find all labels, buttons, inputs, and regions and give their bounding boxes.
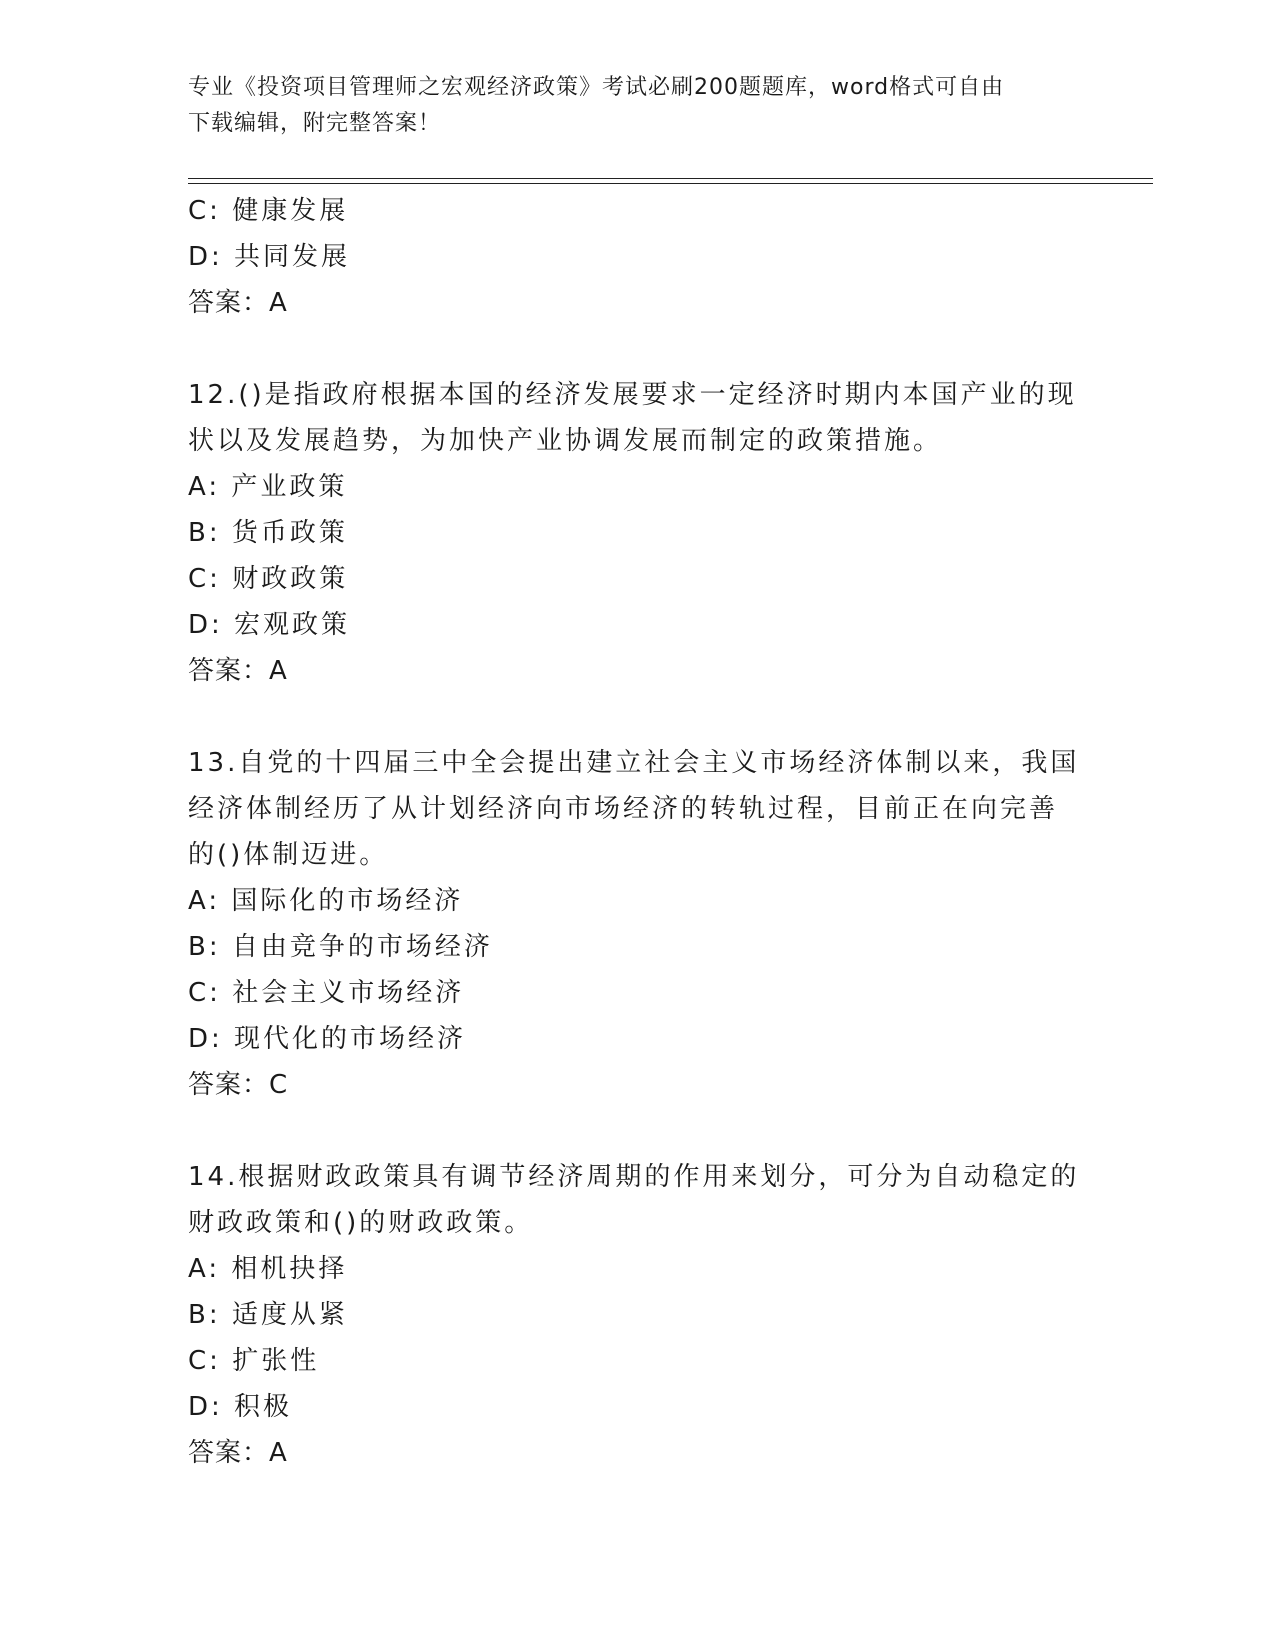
answer-value: A (269, 288, 288, 318)
option-text: 产业政策 (231, 472, 348, 502)
option-b (188, 924, 1088, 970)
answer-line (188, 648, 1088, 694)
answer-line (188, 1062, 1088, 1108)
option-label: C: (188, 978, 221, 1008)
option-text: 国际化的市场经济 (231, 886, 464, 916)
option-label: B: (188, 932, 221, 962)
option-label: C: (188, 1346, 221, 1376)
document-body (188, 188, 1088, 1476)
option-text: 财政政策 (232, 564, 349, 594)
option-label: D: (188, 1024, 223, 1054)
question-line: 14.根据财政政策具有调节经济周期的作用来划分，可分为自动稳定的 (188, 1162, 1080, 1192)
option-d (188, 1016, 1088, 1062)
option-d (188, 234, 1088, 280)
option-d (188, 602, 1088, 648)
question-14 (188, 1154, 1088, 1476)
option-label: A: (188, 1254, 221, 1284)
option-text: 社会主义市场经济 (232, 978, 465, 1008)
answer-value: A (269, 1438, 288, 1468)
option-label: D: (188, 1392, 223, 1422)
question-line: 财政政策和()的财政政策。 (188, 1208, 534, 1238)
option-text: 适度从紧 (231, 1300, 348, 1330)
question-text (188, 372, 1088, 464)
option-text: 积极 (234, 1392, 293, 1422)
option-text: 相机抉择 (231, 1254, 348, 1284)
option-a (188, 878, 1088, 924)
option-a (188, 464, 1088, 510)
option-label: B: (188, 1300, 221, 1330)
answer-value: A (269, 656, 288, 686)
option-b (188, 1292, 1088, 1338)
prev-question-options (188, 188, 1088, 326)
option-label: A: (188, 472, 221, 502)
question-13 (188, 740, 1088, 1108)
question-line: 状以及发展趋势，为加快产业协调发展而制定的政策措施。 (188, 426, 943, 456)
option-label: A: (188, 886, 221, 916)
answer-label: 答案： (188, 1070, 270, 1100)
option-c (188, 970, 1088, 1016)
option-label: C: (188, 196, 221, 226)
option-text: 自由竞争的市场经济 (231, 932, 493, 962)
answer-label: 答案： (188, 288, 270, 318)
answer-label: 答案： (188, 656, 270, 686)
answer-value: C (269, 1070, 289, 1100)
question-line: 12.()是指政府根据本国的经济发展要求一定经济时期内本国产业的现 (188, 380, 1077, 410)
option-text: 共同发展 (234, 242, 351, 272)
document-header (188, 70, 1088, 142)
spacer (188, 694, 1088, 740)
question-line: 的()体制迈进。 (188, 840, 389, 870)
answer-label: 答案： (188, 1438, 270, 1468)
header-rule-top (188, 178, 1153, 179)
option-label: D: (188, 242, 223, 272)
answer-line (188, 1430, 1088, 1476)
question-text (188, 740, 1088, 878)
header-line-2: 下载编辑，附完整答案！ (188, 111, 442, 136)
option-a (188, 1246, 1088, 1292)
header-rule-bottom (188, 183, 1153, 184)
option-label: D: (188, 610, 223, 640)
option-text: 扩张性 (232, 1346, 320, 1376)
question-12 (188, 372, 1088, 694)
answer-line (188, 280, 1088, 326)
option-b (188, 510, 1088, 556)
question-line: 13.自党的十四届三中全会提出建立社会主义市场经济体制以来，我国 (188, 748, 1080, 778)
option-d (188, 1384, 1088, 1430)
question-line: 经济体制经历了从计划经济向市场经济的转轨过程，目前正在向完善 (188, 794, 1059, 824)
option-label: C: (188, 564, 221, 594)
option-label: B: (188, 518, 221, 548)
option-c (188, 556, 1088, 602)
option-text: 宏观政策 (234, 610, 351, 640)
option-c (188, 1338, 1088, 1384)
header-line-1: 专业《投资项目管理师之宏观经济政策》考试必刷200题题库，word格式可自由 (188, 75, 1005, 100)
option-text: 现代化的市场经济 (234, 1024, 467, 1054)
spacer (188, 1108, 1088, 1154)
option-text: 货币政策 (231, 518, 348, 548)
question-text (188, 1154, 1088, 1246)
spacer (188, 326, 1088, 372)
option-c (188, 188, 1088, 234)
option-text: 健康发展 (232, 196, 349, 226)
